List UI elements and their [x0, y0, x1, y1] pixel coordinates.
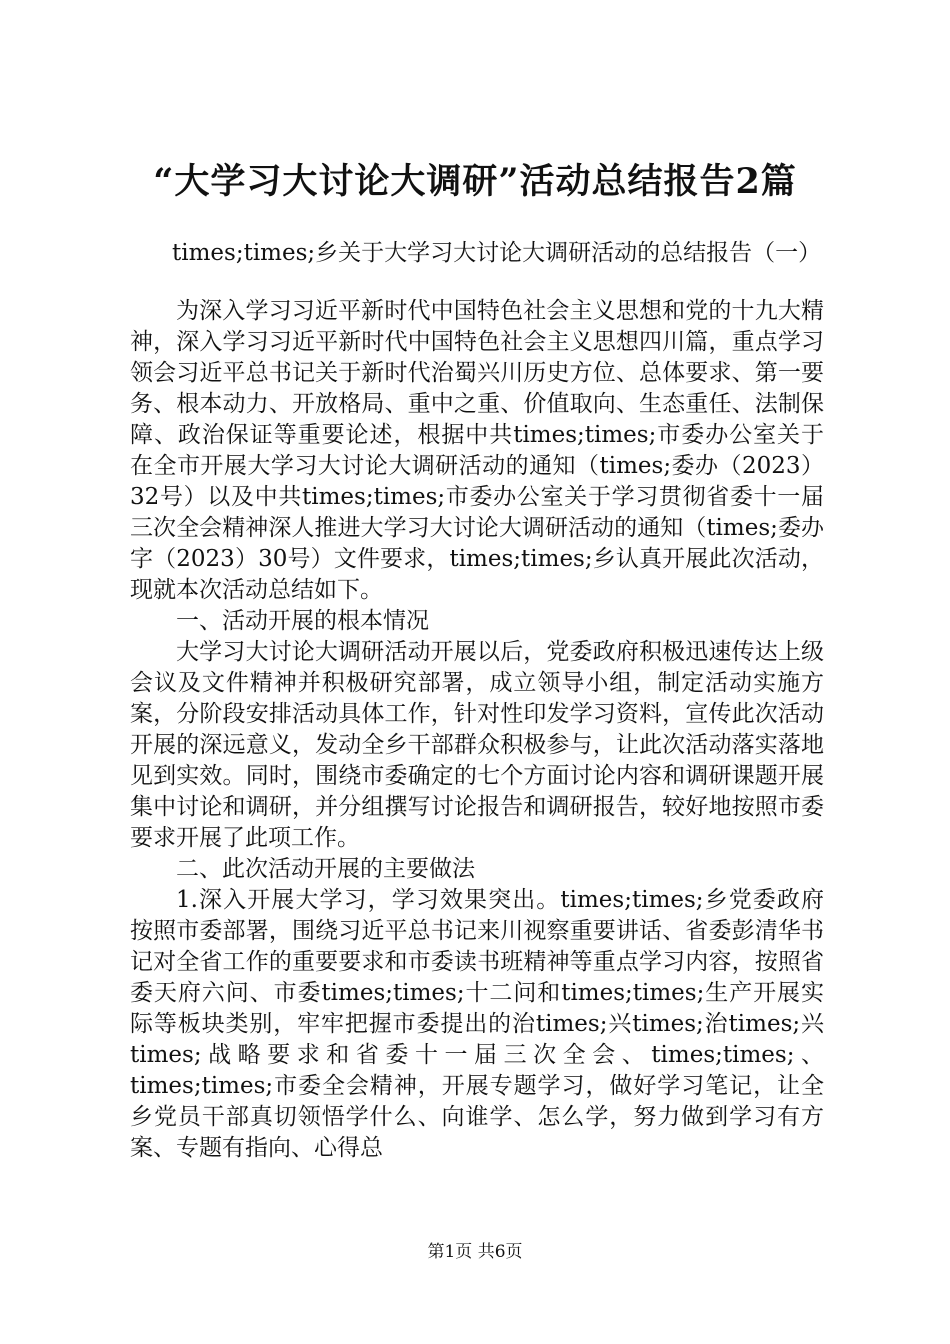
section-2-paragraph: 1.深入开展大学习，学习效果突出。times;times;乡党委政府按照市委部署，围绕习近平总书记来川视察重要讲话、省委彭清华书记对全省工作的重要要求和市委读书班精神等重点学习内容，按照省委天府六问、市委times;times;十二问和times;times;生产开展实际等板块类别，牢牢把握市委提出的治times;兴times;治times;兴times;战略要求和省委十一届三次全会、times;times;、times;times;市委全会精神，开展专题学习，做好学习笔记，让全乡党员干部真切领悟学什么、向谁学、怎么学，努力做到学习有方案、专题有指向、心得总 [130, 887, 824, 1161]
section-2-heading: 二、此次活动开展的主要做法 [176, 856, 475, 882]
section-1-heading: 一、活动开展的根本情况 [176, 608, 429, 634]
document-subtitle: times;times;乡关于大学习大讨论大调研活动的总结报告（一） [172, 240, 822, 266]
document-body [130, 296, 824, 1164]
section-1-paragraph: 大学习大讨论大调研活动开展以后，党委政府积极迅速传达上级会议及文件精神并积极研究部署，成立领导小组，制定活动实施方案，分阶段安排活动具体工作，针对性印发学习资料，宣传此次活动开展的深远意义，发动全乡干部群众积极参与，让此次活动落实落地见到实效。同时，围绕市委确定的七个方面讨论内容和调研课题开展集中讨论和调研，并分组撰写讨论报告和调研报告，较好地按照市委要求开展了此项工作。 [130, 639, 824, 851]
intro-paragraph: 为深入学习习近平新时代中国特色社会主义思想和党的十九大精神，深入学习习近平新时代中国特色社会主义思想四川篇，重点学习领会习近平总书记关于新时代治蜀兴川历史方位、总体要求、第一要务、根本动力、开放格局、重中之重、价值取向、生态重任、法制保障、政治保证等重要论述，根据中共times;times;市委办公室关于在全市开展大学习大讨论大调研活动的通知（times;委办（2023）32号）以及中共times;times;市委办公室关于学习贯彻省委十一届三次全会精神深人推进大学习大讨论大调研活动的通知（times;委办字（2023）30号）文件要求，times;times;乡认真开展此次活动，现就本次活动总结如下。 [130, 298, 824, 603]
document-title: “大学习大讨论大调研”活动总结报告2篇 [153, 161, 797, 202]
page-footer: 第1页 共6页 [427, 1242, 523, 1262]
